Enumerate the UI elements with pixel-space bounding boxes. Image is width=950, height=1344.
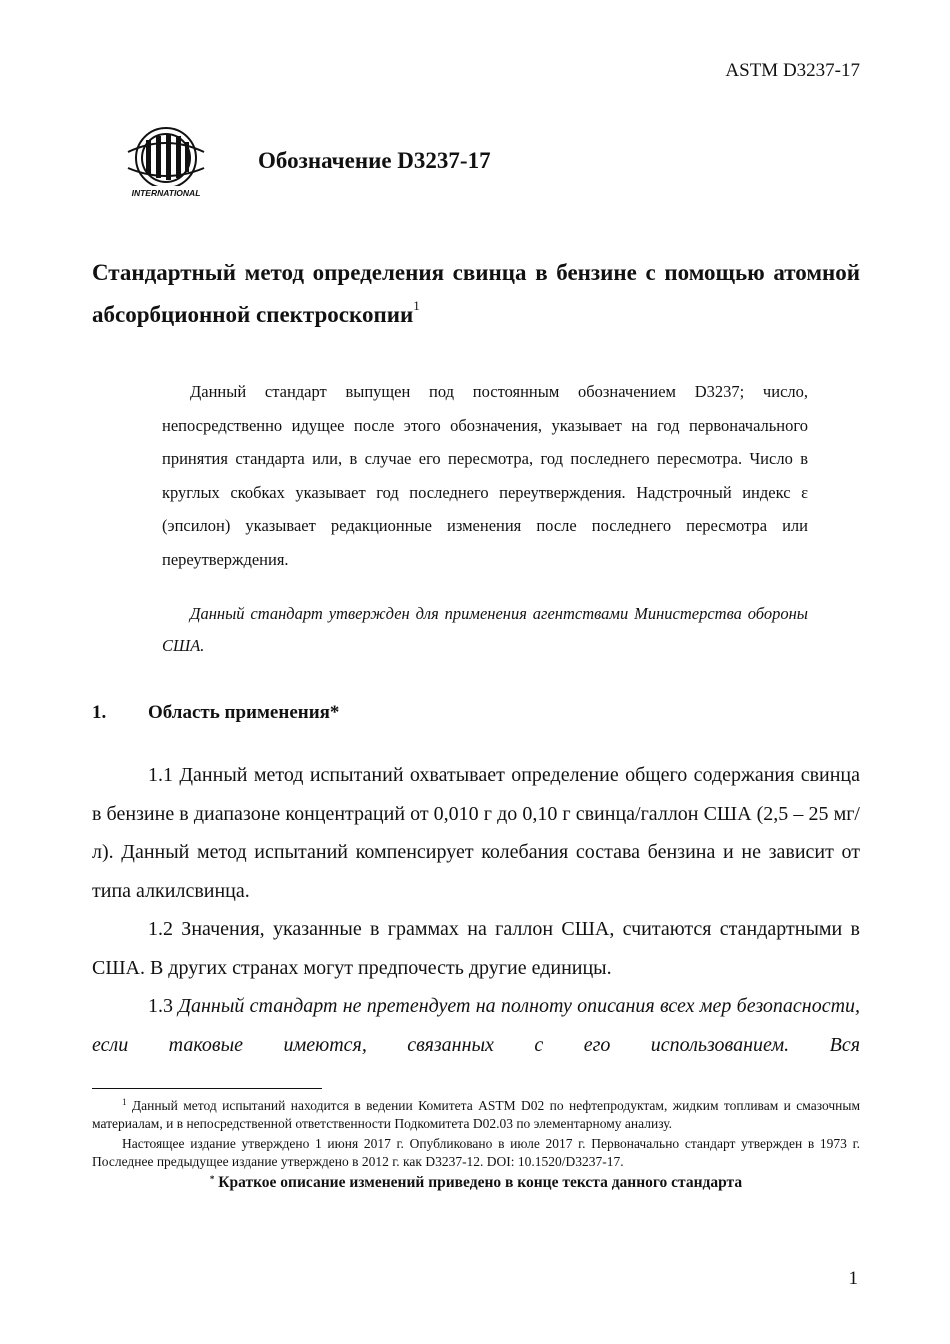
footnote-1-mark: 1: [122, 1097, 127, 1107]
document-code: ASTM D3237-17: [725, 60, 860, 81]
title-footnote-mark: 1: [413, 298, 420, 313]
astm-logo: [122, 124, 210, 200]
paragraph-1-1: 1.1 Данный метод испытаний охватывает определение общего содержания свинца в бензине в диапазоне концентраций от 0,010 г до 0,10 г свинца/галлон США (2,5 – 25 мг/л). Данный метод испытаний компенсирует колебания состава бензина и не зависит от типа алкилсвинца.: [92, 764, 860, 902]
footnote-changes-text: Краткое описание изменений приведено в конце текста данного стандарта: [218, 1174, 743, 1191]
section-heading: Область применения*: [148, 702, 340, 723]
paragraph-1-2: 1.2 Значения, указанные в граммах на галлон США, считаются стандартными в США. В других странах могут предпочесть другие единицы.: [92, 918, 860, 979]
dod-note: Данный стандарт утвержден для применения агентствами Министерства обороны США.: [162, 604, 808, 655]
document-title-text: Стандартный метод определения свинца в бензине с помощью атомной абсорбционной спектроскопии: [92, 260, 860, 327]
paragraph-1-3-text: Данный стандарт не претендует на полноту описания всех мер безопасности, если таковые имеются, связанных с его использованием. Вся: [92, 995, 861, 1056]
document-title: [92, 252, 860, 336]
footnote-2: Настоящее издание утверждено 1 июня 2017 г. Опубликовано в июле 2017 г. Первоначально стандарт утвержден в 1973 г. Последнее предыдущее издание утверждено в 2012 г. как D3237-12. DOI: 10.1520/D3237-17.: [92, 1136, 860, 1169]
logo-subtext: INTERNATIONAL: [131, 188, 201, 198]
paragraph-1-3: [92, 987, 860, 1064]
footnote-1-text: Данный метод испытаний находится в ведении Комитета ASTM D02 по нефтепродуктам, жидким топливам и смазочным материалам, и в непосредственной ответственности Подкомитета D02.03 по элементарному анализу.: [92, 1098, 861, 1131]
page-number: 1: [848, 1268, 858, 1289]
designation: Обозначение D3237-17: [258, 148, 491, 173]
footnote-1: [92, 1097, 860, 1132]
footnote-changes-mark: *: [209, 1174, 215, 1184]
footnote-changes: [92, 1174, 860, 1192]
paragraph-1-3-number: 1.3: [148, 995, 179, 1017]
intro-paragraph: Данный стандарт выпущен под постоянным обозначением D3237; число, непосредственно идущее после этого обозначения, указывает на год первоначального принятия стандарта или, в случае его пересмотра, год последнего пересмотра. Число в круглых скобках указывает год последнего переутверждения. Надстрочный индекс ε (эпсилон) указывает редакционные изменения после последнего пересмотра или переутверждения.: [162, 382, 808, 569]
footnotes: [92, 1097, 860, 1192]
section-number: 1.: [92, 702, 107, 723]
footnote-divider: [92, 1088, 322, 1089]
